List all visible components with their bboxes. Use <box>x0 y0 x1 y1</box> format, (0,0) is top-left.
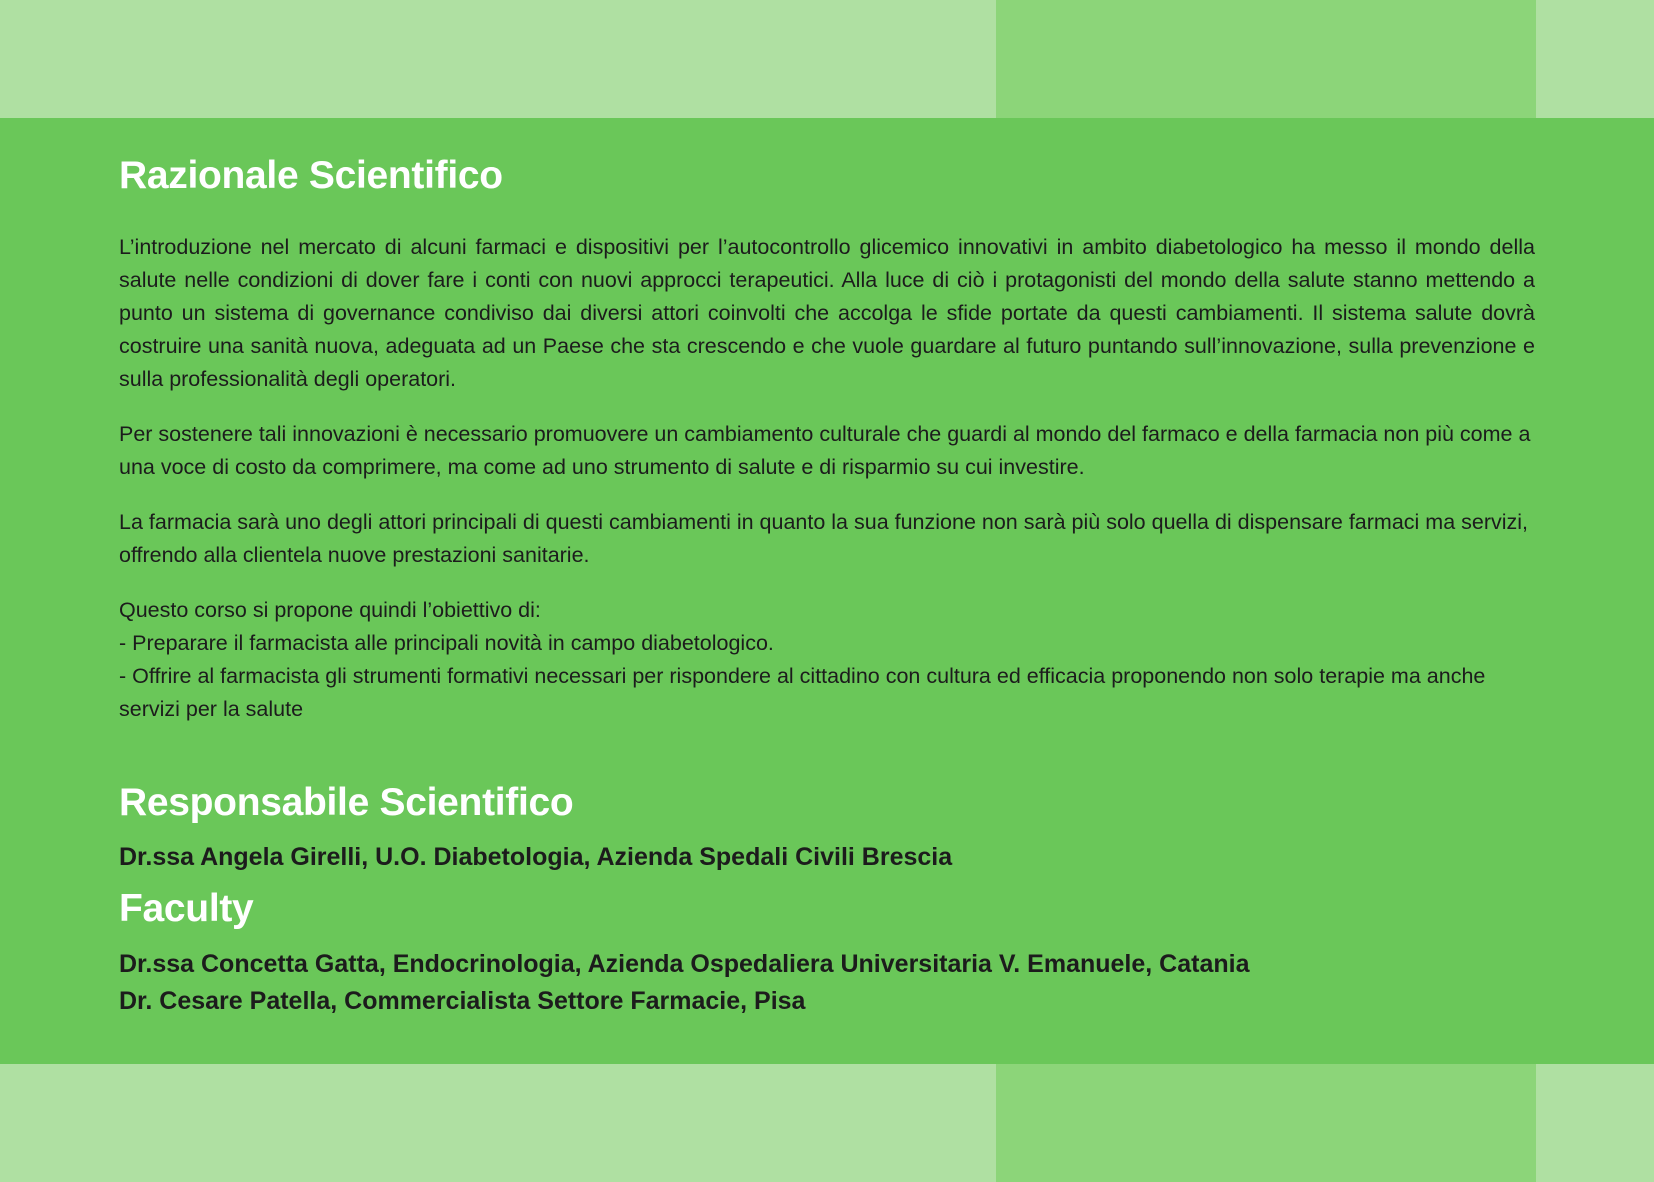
bottom-light-block <box>0 1064 996 1182</box>
razionale-heading: Razionale Scientifico <box>119 154 503 197</box>
razionale-paragraph-3: La farmacia sarà uno degli attori principali di questi cambiamenti in quanto la sua funzione non sarà più solo quella di dispensare farmaci ma servizi, offrendo alla clientela nuove prestazioni sanitarie. <box>119 510 1529 567</box>
bottom-mid-block <box>996 1064 1536 1182</box>
faculty-member-2: Dr. Cesare Patella, Commercialista Settore Farmacie, Pisa <box>119 987 806 1015</box>
top-light-block <box>0 0 996 118</box>
responsabile-name: Dr.ssa Angela Girelli, U.O. Diabetologia, Azienda Spedali Civili Brescia <box>119 843 953 871</box>
responsabile-heading: Responsabile Scientifico <box>119 781 574 824</box>
objectives-intro: Questo corso si propone quindi l’obiettivo di: <box>119 598 541 622</box>
top-corner-block <box>1536 0 1654 118</box>
razionale-paragraph-1: L’introduzione nel mercato di alcuni farmaci e dispositivi per l’autocontrollo glicemico innovativi in ambito diabetologico ha messo il mondo della salute nelle condizioni di dover fare i conti con nuovi approcci terapeutici. Alla luce di ciò i protagonisti del mondo della salute stanno mettendo a punto un sistema di governance condiviso dai diversi attori coinvolti che accolga le sfide portate da questi cambiamenti. Il sistema salute dovrà costruire una sanità nuova, adeguata ad un Paese che sta crescendo e che vuole guardare al futuro puntando sull’innovazione, sulla prevenzione e sulla professionalità degli operatori. <box>119 235 1535 391</box>
objectives-list <box>119 594 1535 726</box>
bottom-corner-block <box>1536 1064 1654 1182</box>
objective-item-2: - Offrire al farmacista gli strumenti formativi necessari per rispondere al cittadino con cultura ed efficacia proponendo non solo terapie ma anche servizi per la salute <box>119 664 1486 721</box>
top-decorative-band <box>0 0 1654 118</box>
faculty-list <box>119 946 1249 1020</box>
top-mid-block <box>996 0 1536 118</box>
main-content <box>119 118 1535 1064</box>
razionale-paragraph-2: Per sostenere tali innovazioni è necessario promuovere un cambiamento culturale che guardi al mondo del farmaco e della farmacia non più come a una voce di costo da comprimere, ma come ad uno strumento di salute e di risparmio su cui investire. <box>119 422 1531 479</box>
razionale-body <box>119 231 1535 726</box>
faculty-heading: Faculty <box>119 887 254 930</box>
faculty-member-1: Dr.ssa Concetta Gatta, Endocrinologia, Azienda Ospedaliera Universitaria V. Emanuele, Catania <box>119 950 1250 978</box>
bottom-decorative-band <box>0 1064 1654 1182</box>
objective-item-1: - Preparare il farmacista alle principali novità in campo diabetologico. <box>119 631 774 655</box>
